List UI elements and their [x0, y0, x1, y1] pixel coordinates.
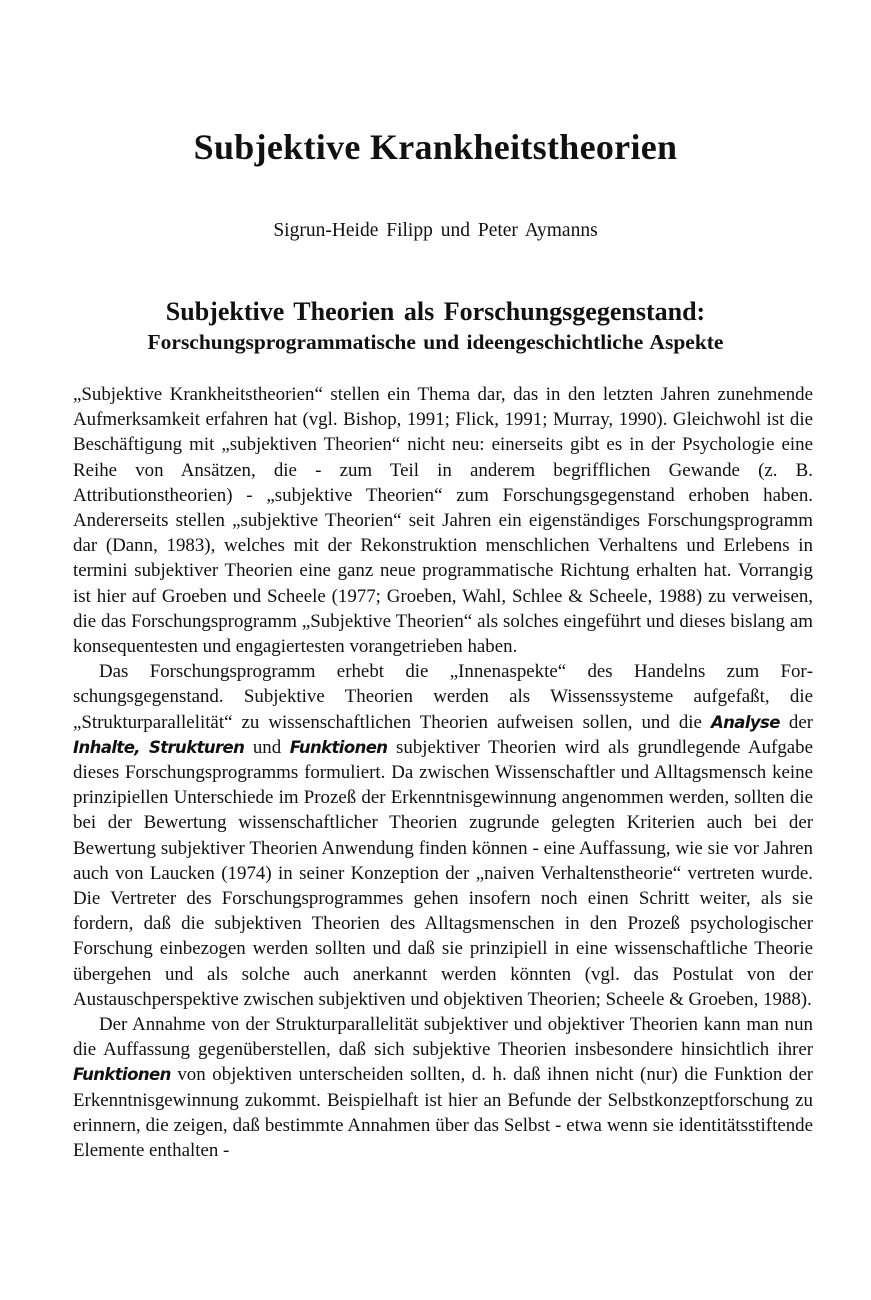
chapter-title: Subjektive Krankheitstheorien: [193, 127, 678, 167]
emphasis-funktionen: Funktionen: [289, 737, 388, 757]
paragraph-2-text-d: subjektiver Theorien wird als grundlegende Aufgabe dieses Forschungsprogramms formuliert. Da zwischen Wissenschaftler und Alltagsmensch keine prinzipiellen Unterschiede im Prozeß der Erkenntnisgewinnung angenommen werden, sollten die bei der Bewertung wissenschaftlicher Theorien zugrunde gelegten Kriterien auch bei der Bewertung subjektiver Theorien Anwendung finden können - eine Auffassung, wie sie vor Jahren auch von Laucken (1974) in seiner Konzeption der „naiven Verhaltenstheorie“ vertreten wurde. Die Vertreter des Forschungsprogrammes gehen insofern noch einen Schritt weiter, als sie fordern, daß die subjektiven Theorien des Alltagsmenschen in den Prozeß psychologischer Forschung einbezogen werden sollten und daß sie prinzipiell in eine wissenschaftliche Theorie übergehen und als solche auch anerkannt werden könnten (vgl. das Postulat von der Austauschperspektive zwischen subjektiven und objektiven Theorien; Scheele & Groeben, 1988).: [73, 736, 813, 1010]
emphasis-inhalte-strukturen: Inhalte, Strukturen: [73, 737, 245, 757]
paragraph-3-text-a: Der Annahme von der Strukturparallelität subjektiver und objektiver Theorien kann man nun die Auffassung gegenüberstellen, daß sich subjektive Theorien insbesondere hinsichtlich ihrer: [73, 1014, 813, 1061]
section-heading-line-2: Forschungsprogrammatische und ideengeschichtliche Aspekte: [147, 330, 724, 354]
paragraph-2-text-c: und: [244, 736, 290, 758]
section-heading-line-1: Subjektive Theorien als Forschungsgegenstand:: [165, 297, 706, 326]
paragraph-2-text-b: der: [779, 711, 814, 733]
section-heading: [0, 296, 871, 356]
author-line: Sigrun-Heide Filipp und Peter Aymanns: [273, 220, 598, 241]
emphasis-funktionen-2: Funktionen: [73, 1065, 171, 1085]
paragraph-3: [73, 1012, 813, 1163]
body-text: [73, 382, 813, 1163]
emphasis-analyse: Analyse: [710, 712, 780, 732]
paragraph-3-text-b: von objektiven unterscheiden sollten, d. h. daß ihnen nicht (nur) die Funktion der Erkenntnisgewinnung zukommt. Beispielhaft ist hier an Befunde der Selbstkonzeptforschung zu erinnern, die zeigen, daß bestimmte Annahmen über das Selbst - etwa wenn sie identitätsstiftende Elemente enthalten -: [73, 1064, 813, 1162]
paragraph-1: „Subjektive Krankheitstheorien“ stellen ein Thema dar, das in den letzten Jahren zunehmende Aufmerksamkeit erfahren hat (vgl. Bishop, 1991; Flick, 1991; Murray, 1990). Gleichwohl ist die Beschäftigung mit „subjektiven Theorien“ nicht neu: einerseits gibt es in der Psychologie eine Reihe von Ansätzen, die - zum Teil in anderem begrifflichen Gewande (z. B. Attributionstheorien) - „subjektive Theorien“ zum Forschungsgegenstand erhoben haben. Andererseits stellen „subjektive Theorien“ seit Jahren ein eigenständiges Forschungsprogramm dar (Dann, 1983), welches mit der Rekonstruktion menschlichen Verhaltens und Erlebens in termini subjektiver Theorien eine ganz neue programmatische Richtung erhalten hat. Vorrangig ist hier auf Groeben und Scheele (1977; Groeben, Wahl, Schlee & Scheele, 1988) zu verweisen, die das Forschungsprogramm „Subjektive Theorien“ als solches eingeführt und dieses bislang am konsequentesten und engagiertesten vorangetrieben haben.: [73, 384, 813, 658]
paragraph-2: [73, 659, 813, 1012]
paragraph-2-text-a: Das Forschungsprogramm erhebt die „Innenaspekte“ des Handelns zum Forschungsgegenstand. Subjektive Theorien werden als Wissenssysteme aufgefaßt, die „Strukturparallelität“ zu wissenschaftlichen Theorien aufweisen sollen, und die: [73, 661, 813, 733]
